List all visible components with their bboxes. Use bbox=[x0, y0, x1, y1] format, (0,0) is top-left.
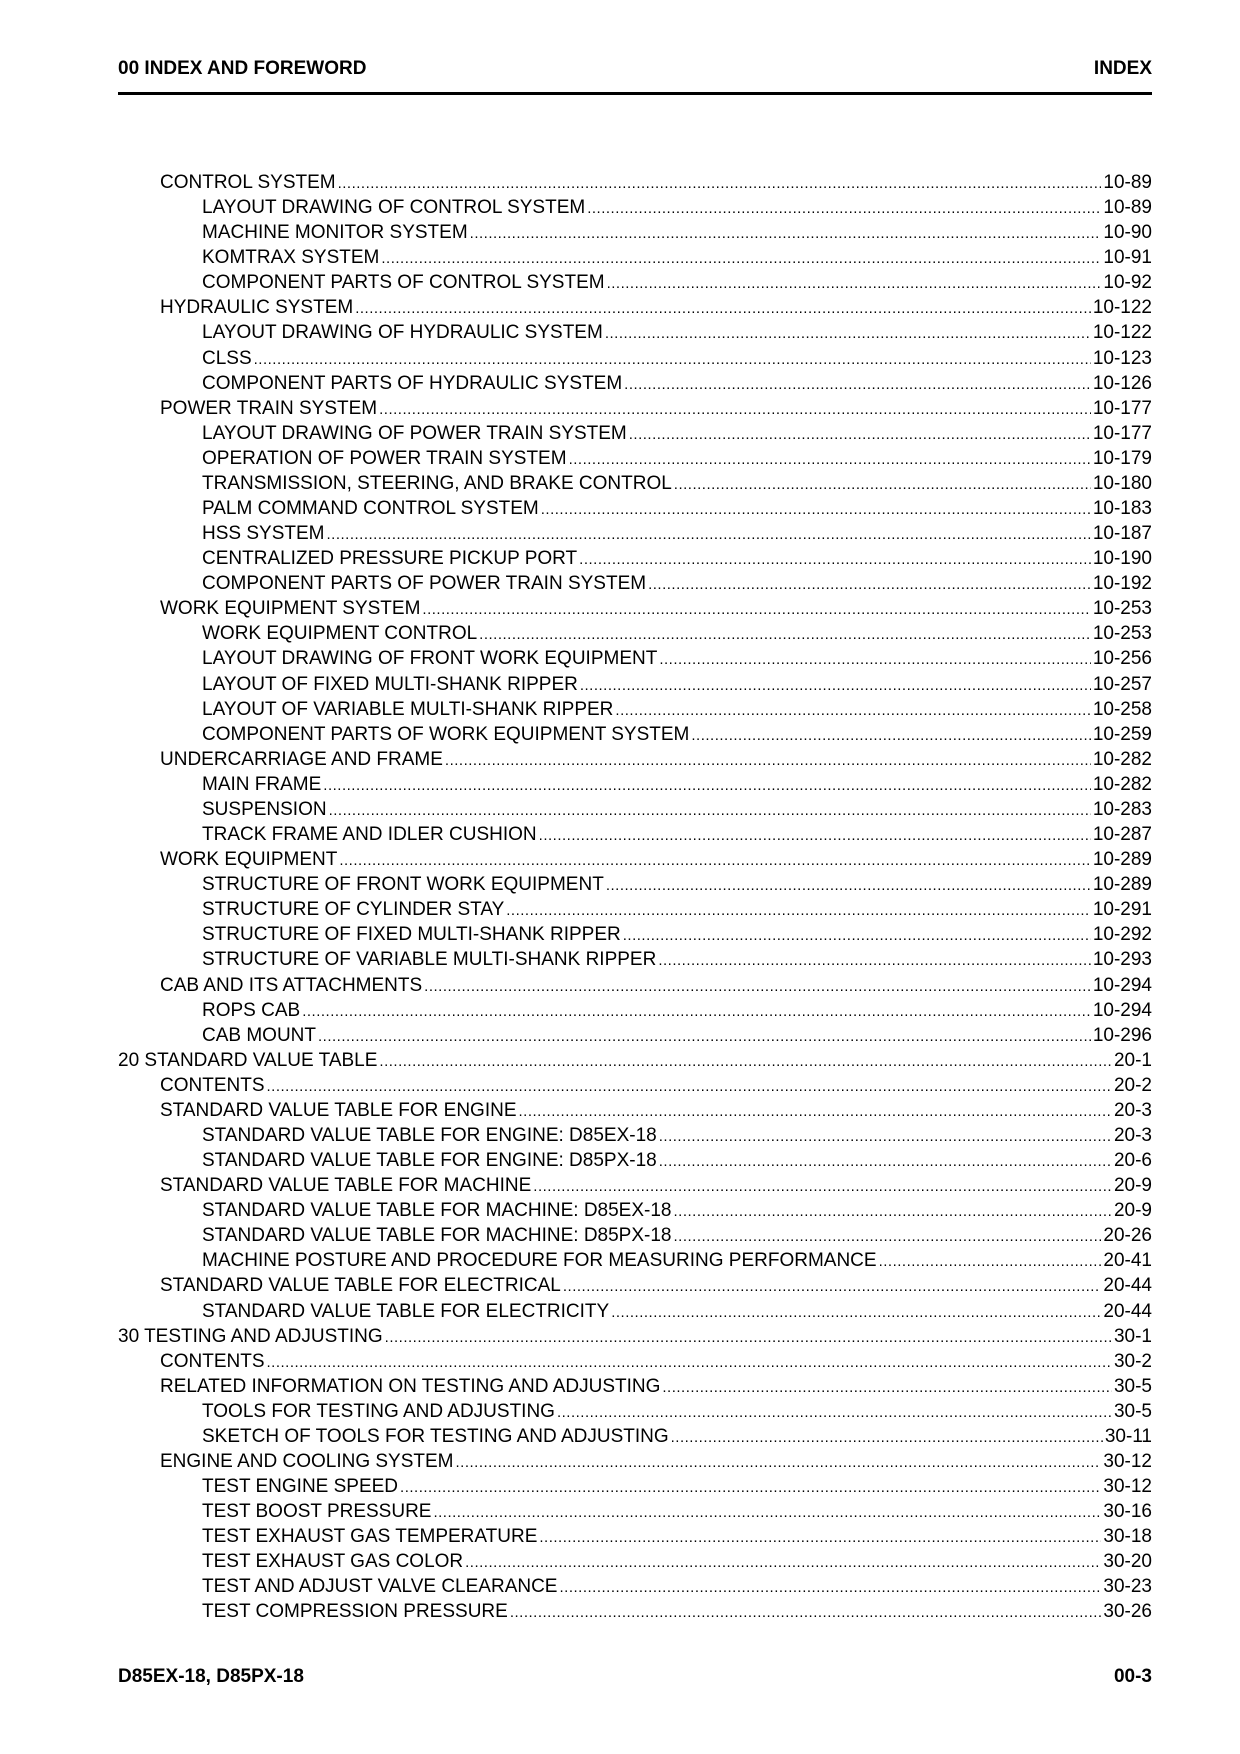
toc-entry-page: 10-187 bbox=[1092, 523, 1152, 545]
toc-entry-page: 10-92 bbox=[1103, 272, 1152, 294]
toc-entry-title: STRUCTURE OF FIXED MULTI-SHANK RIPPER bbox=[202, 924, 621, 946]
toc-entry[interactable] bbox=[118, 697, 1152, 722]
dot-leader bbox=[671, 1424, 1103, 1450]
toc-entry-title: 30 TESTING AND ADJUSTING bbox=[118, 1325, 383, 1347]
dot-leader bbox=[579, 546, 1091, 572]
toc-entry-page: 10-179 bbox=[1092, 447, 1152, 469]
dot-leader bbox=[445, 747, 1091, 773]
toc-entry-title: STANDARD VALUE TABLE FOR ENGINE: D85EX-18 bbox=[202, 1124, 657, 1146]
toc-entry-title: COMPONENT PARTS OF WORK EQUIPMENT SYSTEM bbox=[202, 723, 690, 745]
toc-entry[interactable] bbox=[118, 170, 1152, 195]
toc-entry-title: STANDARD VALUE TABLE FOR ENGINE: D85PX-18 bbox=[202, 1150, 657, 1172]
toc-entry[interactable] bbox=[118, 320, 1152, 345]
toc-entry[interactable] bbox=[118, 1198, 1152, 1223]
dot-leader bbox=[456, 1449, 1102, 1475]
toc-entry-page: 10-292 bbox=[1092, 924, 1152, 946]
toc-entry[interactable] bbox=[118, 1148, 1152, 1173]
toc-entry-title: HYDRAULIC SYSTEM bbox=[160, 297, 354, 319]
page-number: 00-3 bbox=[1113, 1666, 1152, 1687]
toc-entry[interactable] bbox=[118, 546, 1152, 571]
toc-entry-title: LAYOUT DRAWING OF POWER TRAIN SYSTEM bbox=[202, 422, 627, 444]
toc-entry-page: 30-16 bbox=[1103, 1501, 1152, 1523]
toc-entry[interactable] bbox=[118, 1299, 1152, 1324]
toc-entry[interactable] bbox=[118, 220, 1152, 245]
dot-leader bbox=[381, 245, 1101, 271]
toc-entry-page: 10-256 bbox=[1092, 648, 1152, 670]
dot-leader bbox=[329, 797, 1091, 823]
toc-entry-title: TEST EXHAUST GAS TEMPERATURE bbox=[202, 1526, 538, 1548]
toc-entry[interactable] bbox=[118, 897, 1152, 922]
toc-entry-title: LAYOUT DRAWING OF HYDRAULIC SYSTEM bbox=[202, 322, 603, 344]
toc-entry[interactable] bbox=[118, 797, 1152, 822]
toc-entry-title: ENGINE AND COOLING SYSTEM bbox=[160, 1450, 454, 1472]
toc-entry[interactable] bbox=[118, 621, 1152, 646]
toc-entry[interactable] bbox=[118, 822, 1152, 847]
toc-entry[interactable] bbox=[118, 1098, 1152, 1123]
toc-entry-page: 20-9 bbox=[1113, 1200, 1152, 1222]
toc-entry[interactable] bbox=[118, 1349, 1152, 1374]
dot-leader bbox=[674, 471, 1091, 497]
toc-entry[interactable] bbox=[118, 295, 1152, 320]
dot-leader bbox=[470, 220, 1102, 246]
toc-entry[interactable] bbox=[118, 1223, 1152, 1248]
dot-leader bbox=[326, 521, 1090, 547]
dot-leader bbox=[254, 346, 1091, 372]
toc-entry-title: CONTROL SYSTEM bbox=[160, 172, 336, 193]
toc-entry[interactable] bbox=[118, 672, 1152, 697]
toc-entry[interactable] bbox=[118, 521, 1152, 546]
toc-entry-page: 10-259 bbox=[1092, 723, 1152, 745]
toc-entry-title: OPERATION OF POWER TRAIN SYSTEM bbox=[202, 447, 567, 469]
toc-entry-page: 20-44 bbox=[1103, 1300, 1152, 1322]
toc-entry[interactable] bbox=[118, 1324, 1152, 1349]
toc-entry-page: 10-180 bbox=[1092, 472, 1152, 494]
toc-entry-page: 10-294 bbox=[1092, 999, 1152, 1021]
toc-entry-title: TEST EXHAUST GAS COLOR bbox=[202, 1551, 464, 1573]
toc-entry[interactable] bbox=[118, 847, 1152, 872]
dot-leader bbox=[607, 270, 1102, 296]
toc-entry-title: CENTRALIZED PRESSURE PICKUP PORT bbox=[202, 548, 578, 570]
toc-entry[interactable] bbox=[118, 446, 1152, 471]
toc-entry-page: 10-253 bbox=[1092, 623, 1152, 645]
dot-leader bbox=[539, 1524, 1101, 1550]
toc-entry[interactable] bbox=[118, 346, 1152, 371]
toc-entry[interactable] bbox=[118, 646, 1152, 671]
dot-leader bbox=[658, 947, 1091, 973]
toc-entry-title: MACHINE POSTURE AND PROCEDURE FOR MEASURING PERFORMANCE bbox=[202, 1250, 877, 1272]
toc-entry[interactable] bbox=[118, 471, 1152, 496]
toc-entry-page: 30-23 bbox=[1103, 1576, 1152, 1598]
dot-leader bbox=[659, 1148, 1112, 1174]
page-footer bbox=[118, 1666, 1152, 1696]
toc-entry-page: 10-294 bbox=[1092, 974, 1152, 996]
toc-entry-title: CLSS bbox=[202, 347, 252, 369]
dot-leader bbox=[569, 446, 1091, 472]
toc-entry-page: 10-282 bbox=[1092, 748, 1152, 770]
dot-leader bbox=[433, 1499, 1101, 1525]
toc-entry-page: 10-283 bbox=[1092, 798, 1152, 820]
dot-leader bbox=[519, 1098, 1112, 1124]
toc-entry-page: 10-289 bbox=[1092, 849, 1152, 871]
dot-leader bbox=[339, 847, 1090, 873]
toc-entry-page: 30-20 bbox=[1103, 1551, 1152, 1573]
toc-entry-title: MAIN FRAME bbox=[202, 773, 322, 795]
toc-entry-title: WORK EQUIPMENT bbox=[160, 849, 338, 871]
toc-entry-page: 10-258 bbox=[1092, 698, 1152, 720]
toc-entry-page: 30-12 bbox=[1103, 1450, 1152, 1472]
dot-leader bbox=[510, 1599, 1102, 1625]
dot-leader bbox=[629, 421, 1091, 447]
toc-entry[interactable] bbox=[118, 571, 1152, 596]
toc-entry[interactable] bbox=[118, 1599, 1152, 1624]
dot-leader bbox=[379, 396, 1091, 422]
dot-leader bbox=[611, 1299, 1101, 1325]
toc-entry-page: 20-26 bbox=[1103, 1225, 1152, 1247]
toc-entry-page: 20-9 bbox=[1113, 1175, 1152, 1197]
toc-entry-page: 20-1 bbox=[1113, 1049, 1152, 1071]
toc-entry-page: 10-122 bbox=[1092, 297, 1152, 319]
toc-entry-page: 10-253 bbox=[1092, 598, 1152, 620]
toc-entry[interactable] bbox=[118, 1499, 1152, 1524]
toc-entry-page: 10-183 bbox=[1092, 498, 1152, 520]
toc-entry[interactable] bbox=[118, 872, 1152, 897]
toc-entry-title: MACHINE MONITOR SYSTEM bbox=[202, 222, 468, 244]
toc-entry-page: 10-287 bbox=[1092, 824, 1152, 846]
toc-entry-page: 10-293 bbox=[1092, 949, 1152, 971]
dot-leader bbox=[659, 1123, 1112, 1149]
toc-entry[interactable] bbox=[118, 1399, 1152, 1424]
toc-entry-title: STRUCTURE OF FRONT WORK EQUIPMENT bbox=[202, 874, 604, 896]
model-numbers: D85EX-18, D85PX-18 bbox=[118, 1666, 304, 1687]
toc-entry[interactable] bbox=[118, 772, 1152, 797]
toc-entry-page: 10-289 bbox=[1092, 874, 1152, 896]
toc-entry-title: STANDARD VALUE TABLE FOR MACHINE: D85PX-18 bbox=[202, 1225, 672, 1247]
dot-leader bbox=[539, 822, 1091, 848]
toc-entry-page: 30-26 bbox=[1103, 1601, 1152, 1623]
toc-entry[interactable] bbox=[118, 947, 1152, 972]
toc-entry[interactable] bbox=[118, 421, 1152, 446]
toc-entry-page: 30-11 bbox=[1104, 1425, 1152, 1447]
toc-entry-title: HSS SYSTEM bbox=[202, 523, 325, 545]
dot-leader bbox=[424, 973, 1091, 999]
toc-entry[interactable] bbox=[118, 1374, 1152, 1399]
toc-entry-title: STANDARD VALUE TABLE FOR MACHINE: D85EX-18 bbox=[202, 1200, 672, 1222]
dot-leader bbox=[557, 1399, 1112, 1425]
toc-entry-title: CONTENTS bbox=[160, 1074, 265, 1096]
toc-entry-title: TEST COMPRESSION PRESSURE bbox=[202, 1601, 508, 1623]
dot-leader bbox=[580, 672, 1091, 698]
toc-entry-title: CONTENTS bbox=[160, 1350, 265, 1372]
toc-entry-page: 10-123 bbox=[1092, 347, 1152, 369]
toc-entry[interactable] bbox=[118, 245, 1152, 270]
toc-entry-title: STRUCTURE OF VARIABLE MULTI-SHANK RIPPER bbox=[202, 949, 657, 971]
toc-entry-page: 10-122 bbox=[1092, 322, 1152, 344]
toc-entry[interactable] bbox=[118, 270, 1152, 295]
toc-entry[interactable] bbox=[118, 596, 1152, 621]
toc-entry-title: TRANSMISSION, STEERING, AND BRAKE CONTROL bbox=[202, 472, 672, 494]
toc-entry[interactable] bbox=[118, 1449, 1152, 1474]
toc-entry-title: RELATED INFORMATION ON TESTING AND ADJUSTING bbox=[160, 1375, 661, 1397]
dot-leader bbox=[318, 1023, 1091, 1049]
dot-leader bbox=[355, 295, 1091, 321]
toc-entry[interactable] bbox=[118, 1123, 1152, 1148]
dot-leader bbox=[691, 722, 1090, 748]
dot-leader bbox=[623, 922, 1091, 948]
toc-entry[interactable] bbox=[118, 1524, 1152, 1549]
toc-entry[interactable] bbox=[118, 1474, 1152, 1499]
toc-entry[interactable] bbox=[118, 496, 1152, 521]
toc-entry-title: STRUCTURE OF CYLINDER STAY bbox=[202, 899, 505, 921]
table-of-contents bbox=[118, 170, 1152, 1625]
dot-leader bbox=[267, 1349, 1112, 1375]
toc-entry-page: 10-296 bbox=[1092, 1024, 1152, 1046]
toc-entry-page: 20-41 bbox=[1103, 1250, 1152, 1272]
dot-leader bbox=[267, 1073, 1112, 1099]
toc-entry-page: 10-257 bbox=[1092, 673, 1152, 695]
toc-entry-page: 30-2 bbox=[1113, 1350, 1152, 1372]
toc-entry-title: STANDARD VALUE TABLE FOR ELECTRICAL bbox=[160, 1275, 561, 1297]
toc-entry-page: 30-1 bbox=[1113, 1325, 1152, 1347]
dot-leader bbox=[605, 320, 1091, 346]
toc-entry[interactable] bbox=[118, 1248, 1152, 1273]
toc-entry-title: 20 STANDARD VALUE TABLE bbox=[118, 1049, 378, 1071]
dot-leader bbox=[648, 571, 1091, 597]
toc-entry[interactable] bbox=[118, 722, 1152, 747]
header-label: INDEX bbox=[1093, 58, 1152, 79]
toc-entry-title: SUSPENSION bbox=[202, 798, 327, 820]
toc-entry[interactable] bbox=[118, 371, 1152, 396]
toc-entry-page: 30-5 bbox=[1113, 1375, 1152, 1397]
toc-entry-page: 20-44 bbox=[1103, 1275, 1152, 1297]
toc-entry-page: 30-18 bbox=[1103, 1526, 1152, 1548]
toc-entry-page: 10-282 bbox=[1092, 773, 1152, 795]
toc-entry-title: ROPS CAB bbox=[202, 999, 301, 1021]
toc-entry-title: CAB AND ITS ATTACHMENTS bbox=[160, 974, 423, 996]
toc-entry[interactable] bbox=[118, 1073, 1152, 1098]
toc-entry-page: 10-192 bbox=[1092, 573, 1152, 595]
toc-entry-title: STANDARD VALUE TABLE FOR ENGINE bbox=[160, 1099, 517, 1121]
toc-entry[interactable] bbox=[118, 922, 1152, 947]
toc-entry-page: 10-89 bbox=[1103, 172, 1152, 193]
toc-entry[interactable] bbox=[118, 1023, 1152, 1048]
dot-leader bbox=[465, 1549, 1101, 1575]
toc-entry[interactable] bbox=[118, 195, 1152, 220]
dot-leader bbox=[379, 1048, 1112, 1074]
toc-entry-title: POWER TRAIN SYSTEM bbox=[160, 397, 378, 419]
dot-leader bbox=[559, 1574, 1101, 1600]
toc-entry-page: 10-177 bbox=[1092, 397, 1152, 419]
toc-entry-title: LAYOUT OF FIXED MULTI-SHANK RIPPER bbox=[202, 673, 578, 695]
toc-entry[interactable] bbox=[118, 396, 1152, 421]
dot-leader bbox=[587, 195, 1101, 221]
toc-entry-page: 20-3 bbox=[1113, 1124, 1152, 1146]
toc-entry[interactable] bbox=[118, 973, 1152, 998]
toc-entry-title: TEST AND ADJUST VALVE CLEARANCE bbox=[202, 1576, 558, 1598]
toc-entry-page: 10-190 bbox=[1092, 548, 1152, 570]
dot-leader bbox=[533, 1173, 1112, 1199]
toc-entry-title: STANDARD VALUE TABLE FOR ELECTRICITY bbox=[202, 1300, 610, 1322]
toc-entry[interactable] bbox=[118, 1424, 1152, 1449]
toc-entry-page: 20-6 bbox=[1113, 1150, 1152, 1172]
toc-entry[interactable] bbox=[118, 1173, 1152, 1198]
toc-entry[interactable] bbox=[118, 1048, 1152, 1073]
toc-entry-page: 10-90 bbox=[1103, 222, 1152, 244]
toc-entry-title: KOMTRAX SYSTEM bbox=[202, 247, 380, 269]
toc-entry-title: CAB MOUNT bbox=[202, 1024, 316, 1046]
toc-entry-title: LAYOUT DRAWING OF CONTROL SYSTEM bbox=[202, 197, 586, 219]
toc-entry-page: 20-2 bbox=[1113, 1074, 1152, 1096]
toc-entry-title: LAYOUT DRAWING OF FRONT WORK EQUIPMENT bbox=[202, 648, 658, 670]
dot-leader bbox=[385, 1324, 1112, 1350]
toc-entry-page: 10-89 bbox=[1103, 197, 1152, 219]
toc-entry-title: TOOLS FOR TESTING AND ADJUSTING bbox=[202, 1400, 555, 1422]
toc-entry[interactable] bbox=[118, 747, 1152, 772]
toc-entry[interactable] bbox=[118, 998, 1152, 1023]
toc-entry-title: TRACK FRAME AND IDLER CUSHION bbox=[202, 824, 537, 846]
dot-leader bbox=[400, 1474, 1101, 1500]
toc-entry-title: COMPONENT PARTS OF POWER TRAIN SYSTEM bbox=[202, 573, 647, 595]
toc-entry-page: 30-5 bbox=[1113, 1400, 1152, 1422]
toc-entry-page: 20-3 bbox=[1113, 1099, 1152, 1121]
dot-leader bbox=[674, 1223, 1102, 1249]
dot-leader bbox=[323, 772, 1091, 798]
toc-entry-page: 10-91 bbox=[1103, 247, 1152, 269]
dot-leader bbox=[662, 1374, 1112, 1400]
section-title: 00 INDEX AND FOREWORD bbox=[118, 58, 367, 79]
toc-entry-title: COMPONENT PARTS OF HYDRAULIC SYSTEM bbox=[202, 372, 623, 394]
dot-leader bbox=[479, 621, 1091, 647]
toc-entry[interactable] bbox=[118, 1549, 1152, 1574]
toc-entry-title: TEST ENGINE SPEED bbox=[202, 1476, 399, 1498]
dot-leader bbox=[659, 646, 1091, 672]
dot-leader bbox=[624, 371, 1091, 397]
dot-leader bbox=[563, 1273, 1102, 1299]
toc-entry-title: TEST BOOST PRESSURE bbox=[202, 1501, 432, 1523]
toc-entry[interactable] bbox=[118, 1273, 1152, 1298]
toc-entry-page: 10-177 bbox=[1092, 422, 1152, 444]
toc-entry-title: UNDERCARRIAGE AND FRAME bbox=[160, 748, 443, 770]
toc-entry-title: SKETCH OF TOOLS FOR TESTING AND ADJUSTING bbox=[202, 1425, 669, 1447]
toc-entry-title: STANDARD VALUE TABLE FOR MACHINE bbox=[160, 1175, 532, 1197]
toc-entry-title: WORK EQUIPMENT SYSTEM bbox=[160, 598, 421, 620]
toc-entry-title: PALM COMMAND CONTROL SYSTEM bbox=[202, 498, 539, 520]
toc-entry-page: 10-291 bbox=[1092, 899, 1152, 921]
dot-leader bbox=[422, 596, 1090, 622]
toc-entry-page: 10-126 bbox=[1092, 372, 1152, 394]
dot-leader bbox=[541, 496, 1091, 522]
dot-leader bbox=[338, 170, 1102, 196]
dot-leader bbox=[615, 697, 1090, 723]
toc-entry-title: WORK EQUIPMENT CONTROL bbox=[202, 623, 478, 645]
page-header bbox=[118, 56, 1152, 95]
dot-leader bbox=[302, 998, 1091, 1024]
dot-leader bbox=[674, 1198, 1112, 1224]
dot-leader bbox=[879, 1248, 1102, 1274]
toc-entry-page: 30-12 bbox=[1103, 1476, 1152, 1498]
toc-entry-title: COMPONENT PARTS OF CONTROL SYSTEM bbox=[202, 272, 605, 294]
toc-entry[interactable] bbox=[118, 1574, 1152, 1599]
dot-leader bbox=[506, 897, 1091, 923]
toc-entry-title: LAYOUT OF VARIABLE MULTI-SHANK RIPPER bbox=[202, 698, 614, 720]
dot-leader bbox=[606, 872, 1091, 898]
